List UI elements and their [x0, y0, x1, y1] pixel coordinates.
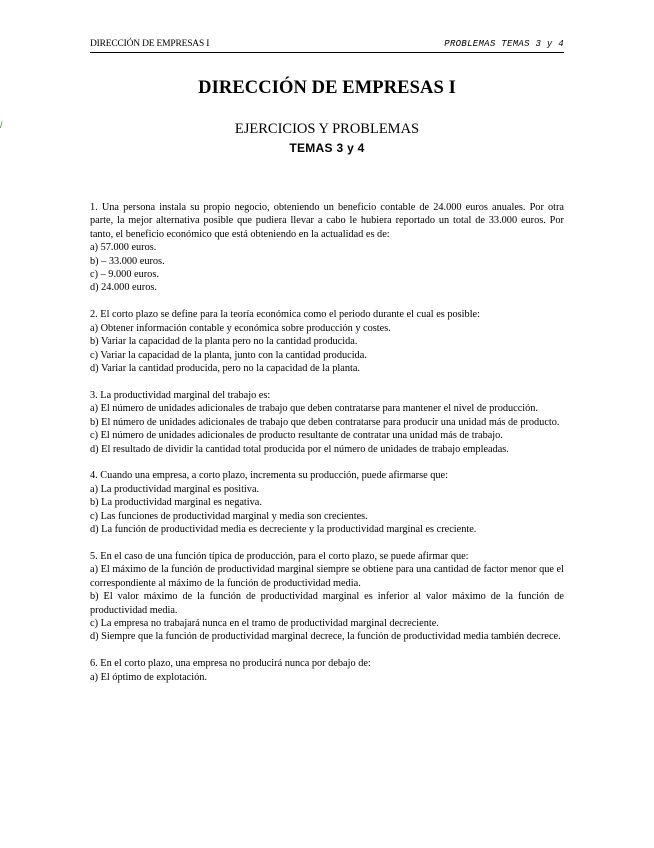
option-a: a) El número de unidades adicionales de trabajo que deben contratarse para mantener el nivel de producción.	[90, 403, 539, 415]
option-a: a) 57.000 euros.	[90, 242, 157, 254]
header-left: DIRECCIÓN DE EMPRESAS I	[90, 39, 210, 49]
option-c: c) Variar la capacidad de la planta, junto con la cantidad producida.	[90, 349, 367, 361]
option-c: c) Las funciones de productividad marginal y media son crecientes.	[90, 510, 368, 522]
option-a: a) El máximo de la función de productividad marginal siempre se obtiene para una cantidad de factor menor que el correspondiente al máximo de la función de productividad media.	[90, 564, 564, 589]
document-title: DIRECCIÓN DE EMPRESAS I	[198, 78, 456, 98]
option-d: d) 24.000 euros.	[90, 282, 157, 294]
question-stem: 5. En el caso de una función típica de producción, para el corto plazo, se puede afirmar que:	[90, 550, 469, 562]
question-2	[90, 308, 564, 375]
questions-list	[90, 201, 564, 698]
question-3	[90, 389, 564, 456]
page-header	[90, 38, 564, 53]
question-stem: 3. La productividad marginal del trabajo es:	[90, 389, 271, 401]
question-stem: 6. En el corto plazo, una empresa no producirá nunca por debajo de:	[90, 658, 371, 670]
question-stem: 2. El corto plazo se define para la teoría económica como el periodo durante el cual es posible:	[90, 309, 480, 321]
question-stem: 4. Cuando una empresa, a corto plazo, incrementa su producción, puede afirmarse que:	[90, 470, 448, 482]
option-d: d) Siempre que la función de productividad marginal decrece, la función de productividad media también decrece.	[90, 631, 561, 643]
option-d: d) La función de productividad media es decreciente y la productividad marginal es creciente.	[90, 524, 477, 536]
option-d: d) Variar la cantidad producida, pero no la capacidad de la planta.	[90, 362, 360, 374]
topics-label: TEMAS 3 y 4	[289, 141, 365, 155]
margin-mark: /	[0, 120, 3, 130]
option-b: b) El número de unidades adicionales de trabajo que deben contratarse para producir una unidad más de producto.	[90, 416, 560, 428]
option-b: b) El valor máximo de la función de productividad marginal es inferior al valor máximo de la función de productividad media.	[90, 591, 564, 616]
option-a: a) El óptimo de explotación.	[90, 671, 207, 683]
question-6	[90, 657, 564, 684]
option-b: b) La productividad marginal es negativa.	[90, 497, 262, 509]
question-4	[90, 469, 564, 536]
option-a: a) La productividad marginal es positiva.	[90, 483, 260, 495]
question-stem: 1. Una persona instala su propio negocio, obteniendo un beneficio contable de 24.000 euros anuales. Por otra parte, la mejor alternativa posible que pudiera llevar a cabo le hubiera reportado un total de 33.000 euros. Por tanto, el beneficio económico que está obteniendo en la actualidad es de:	[90, 202, 564, 240]
option-c: c) La empresa no trabajará nunca en el tramo de productividad marginal decreciente.	[90, 617, 439, 629]
header-right: PROBLEMAS TEMAS 3 y 4	[444, 39, 564, 49]
option-b: b) – 33.000 euros.	[90, 255, 165, 267]
document-subtitle: EJERCICIOS Y PROBLEMAS	[234, 121, 420, 137]
option-d: d) El resultado de dividir la cantidad total producida por el número de unidades de trabajo empleadas.	[90, 443, 509, 455]
question-5	[90, 550, 564, 644]
option-c: c) – 9.000 euros.	[90, 269, 159, 281]
option-b: b) Variar la capacidad de la planta pero no la cantidad producida.	[90, 336, 358, 348]
option-a: a) Obtener información contable y económica sobre producción y costes.	[90, 322, 391, 334]
question-1	[90, 201, 564, 295]
option-c: c) El número de unidades adicionales de producto resultante de contratar una unidad más de trabajo.	[90, 430, 503, 442]
